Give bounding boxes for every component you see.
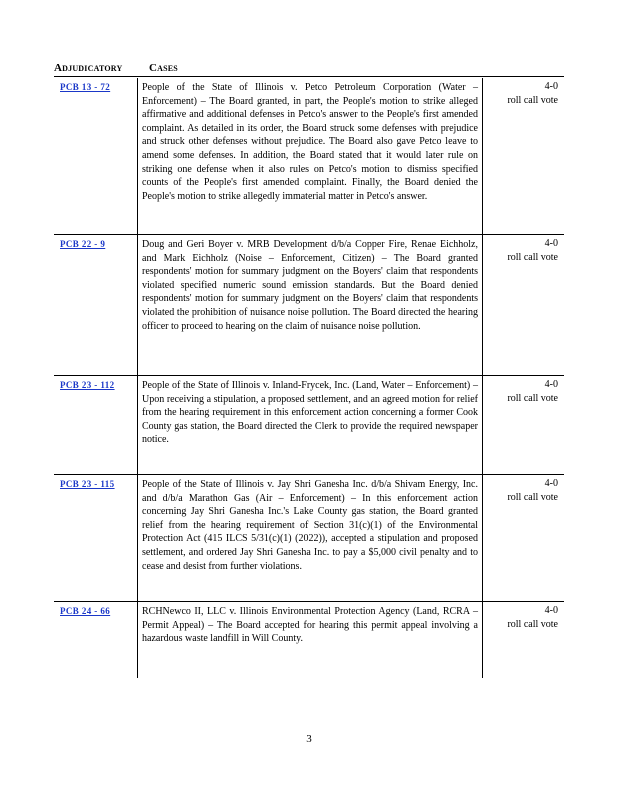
case-vote [474,477,558,504]
case-code-link[interactable]: PCB 23 - 115 [60,479,115,489]
case-code-link[interactable]: PCB 22 - 9 [60,239,106,249]
heading-word-cases: Cases [149,62,178,74]
case-row [54,376,564,475]
case-vote [474,237,558,264]
case-description: People of the State of Illinois v. Jay Shri Ganesha Inc. d/b/a Shivam Energy, Inc. and d/b/a Marathon Gas (Air – Enforcement) – In this enforcement action concerning Jay Shri Ganesha Inc.'s Lake County gas station, the Board granted relief from the hearing requirement of Section 31(c)(1) of the Environmental Protection Act (415 ILCS 5/31(c)(1) (2022)), accepted a stipulation and proposed settlement, and ordered Jay Shri Ganesha Inc. to pay a $5,000 civil penalty and to cease and desist from further violations. [137,475,483,601]
case-description: Doug and Geri Boyer v. MRB Development d/b/a Copper Fire, Renae Eichholz, and Mark Eichholz (Noise – Enforcement, Citizen) – The Board granted respondents' motion for summary judgment on the Boyers' claim that respondents violated specified numeric sound emission standards. But the Board denied respondents' motion for summary judgment on the Boyers' claim that respondents violated the prohibition of nuisance noise pollution. The Board directed the hearing officer to proceed to hearing on the claim of nuisance noise pollution. [137,235,483,375]
case-row [54,475,564,602]
vote-type: roll call vote [507,94,558,106]
case-row [54,602,564,678]
vote-type: roll call vote [507,618,558,630]
case-code-link[interactable]: PCB 24 - 66 [60,606,111,616]
case-description: People of the State of Illinois v. Inland-Frycek, Inc. (Land, Water – Enforcement) – Upon receiving a stipulation, a proposed settlement, and an agreed motion for relief from the hearing requirement in this enforcement action concerning a former Cook County gas station, the Board directed the Clerk to provide the required newspaper notice. [137,376,483,474]
heading-rule [54,76,564,77]
vote-count: 4-0 [544,605,558,616]
vote-count: 4-0 [544,478,558,489]
case-vote [474,80,558,107]
case-row [54,235,564,376]
case-description: People of the State of Illinois v. Petco Petroleum Corporation (Water – Enforcement) – The Board granted, in part, the People's motion to strike alleged affirmative and additional defenses in Petco's answer to the People's first amended complaint. As detailed in its order, the Board struck some defenses with prejudice and struck other defenses without prejudice. The Board also gave Petco leave to amend some defenses. In addition, the Board stated that it would later rule on striking one defense when it also rules on Petco's motion to dismiss specified counts of the People's first amended complaint. Finally, the Board denied the People's motion to strike allegedly immaterial matter in Petco's answer. [137,78,483,234]
heading-word-adjudicatory: Adjudicatory [54,62,123,74]
case-vote [474,604,558,631]
case-description: RCHNewco II, LLC v. Illinois Environmental Protection Agency (Land, RCRA – Permit Appeal) – The Board accepted for hearing this permit appeal involving a hazardous waste landfill in Will County. [137,602,483,678]
case-row [54,78,564,235]
vote-count: 4-0 [544,238,558,249]
case-code-link[interactable]: PCB 23 - 112 [60,380,115,390]
case-code-link[interactable]: PCB 13 - 72 [60,82,111,92]
vote-type: roll call vote [507,392,558,404]
page-number: 3 [306,733,312,745]
vote-type: roll call vote [507,491,558,503]
vote-count: 4-0 [544,81,558,92]
vote-count: 4-0 [544,379,558,390]
section-heading [54,62,564,74]
case-vote [474,378,558,405]
cases-table [54,78,564,678]
vote-type: roll call vote [507,251,558,263]
